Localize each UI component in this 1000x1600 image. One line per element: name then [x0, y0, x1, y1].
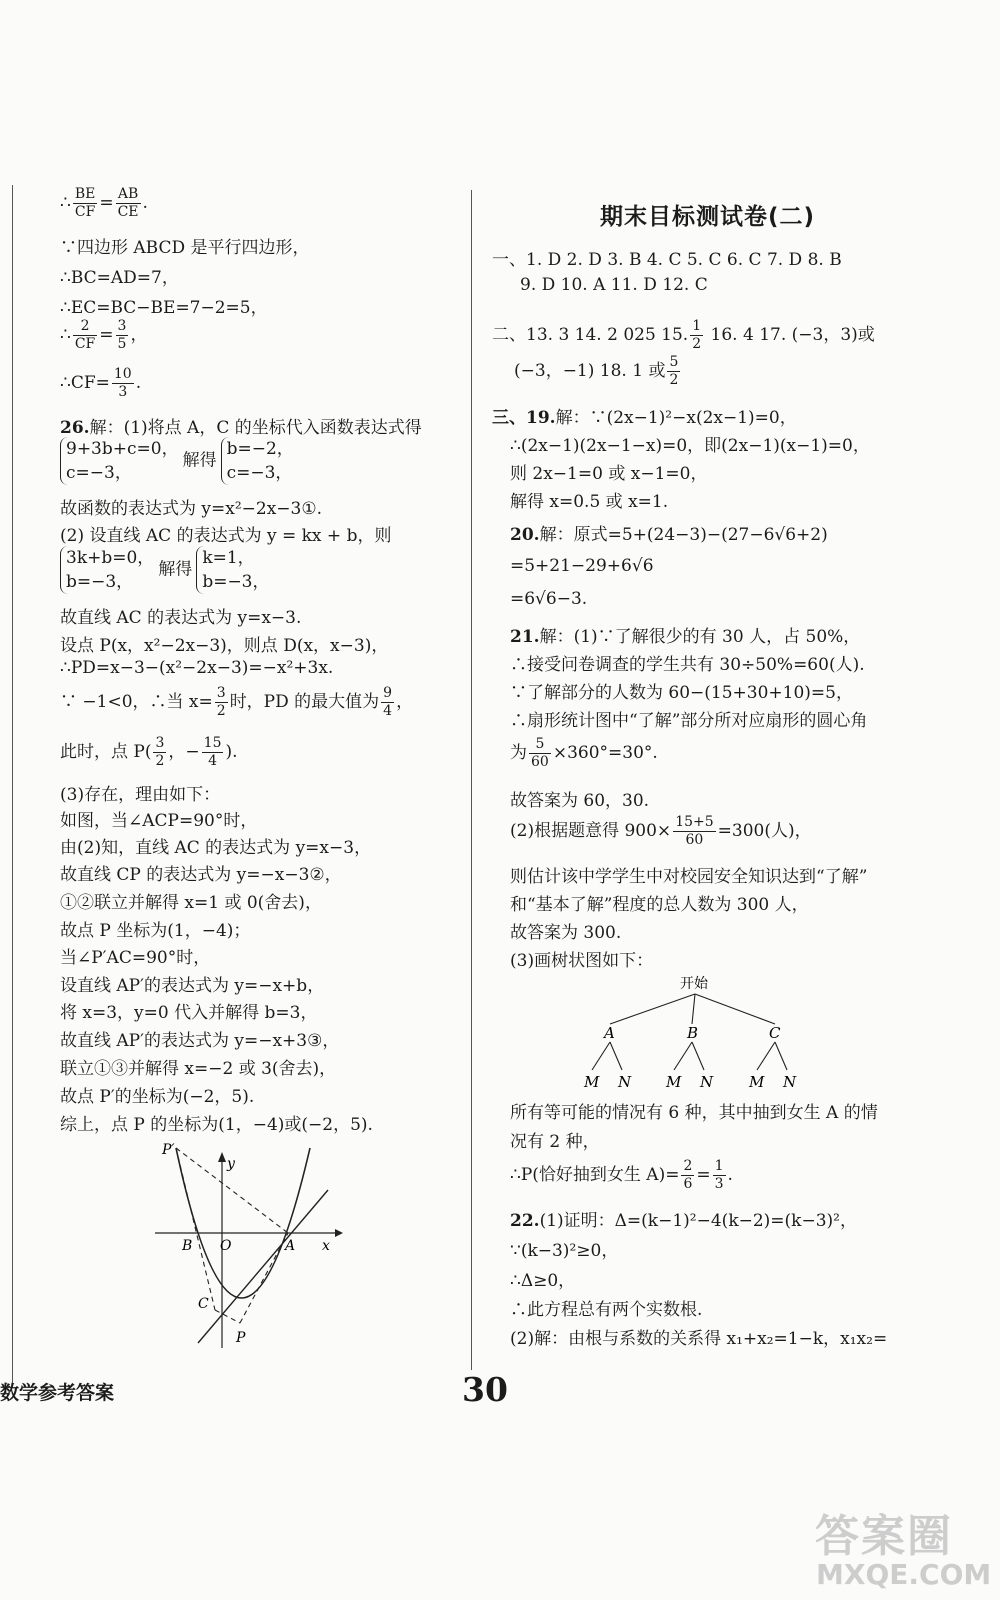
tree-branch — [610, 1042, 622, 1070]
tree-leaf-m: M — [749, 1073, 765, 1091]
text-line: 故答案为 300. — [510, 923, 622, 943]
text-line: 况有 2 种， — [510, 1132, 600, 1152]
text-line: (2)解：由根与系数的关系得 x₁+x₂=1−k，x₁x₂= — [510, 1329, 888, 1349]
text-line: 故点 P 坐标为(1，−4)； — [60, 921, 251, 941]
text-line: 当∠P′AC=90°时， — [60, 948, 211, 968]
tree-leaf-n: N — [618, 1073, 632, 1091]
text-line: ∴PD=x−3−(x²−2x−3)=−x²+3x. — [60, 658, 334, 678]
fraction: $\frac{3}{2}$ — [216, 685, 226, 719]
tree-branch — [775, 1042, 787, 1070]
tree-leaf-m: M — [666, 1073, 682, 1091]
text-line: =6√6−3. — [510, 589, 588, 609]
estimate-line: (2)根据题意得 900× $\frac{15+5}{60}$ =300(人)， — [510, 814, 812, 848]
page-number: 30 — [462, 1370, 508, 1409]
y-axis-arrow — [218, 1152, 226, 1162]
question-number: 21. — [510, 627, 540, 647]
tree-branch — [695, 994, 775, 1024]
label-y: y — [227, 1156, 235, 1172]
tree-leaf-m: M — [584, 1073, 600, 1091]
tree-branch — [674, 1042, 692, 1070]
fraction: $\frac{15}{4}$ — [203, 735, 222, 769]
text-line: 所有等可能的情况有 6 种，其中抽到女生 A 的情 — [510, 1103, 878, 1123]
tree-diagram — [570, 972, 830, 1092]
text-line: 故点 P′的坐标为(−2，5). — [60, 1087, 255, 1107]
text-line: 设点 P(x，x²−2x−3)，则点 D(x，x−3)， — [60, 636, 389, 656]
parabola-curve — [176, 1148, 310, 1298]
probability-line: ∴P(恰好抽到女生 A)= $\frac{2}{6}$ = $\frac{1}{3}$ . — [510, 1158, 733, 1192]
fraction: $\frac{15+5}{60}$ — [675, 814, 714, 848]
q19-heading: 三、19.解：∵(2x−1)²−x(2x−1)=0， — [492, 408, 797, 428]
fill-answers-line-2: (−3，−1) 18. 1 或 $\frac{5}{2}$ — [514, 354, 679, 388]
fraction: $\frac{9}{4}$ — [383, 685, 393, 719]
text-line: 将 x=3，y=0 代入并解得 b=3， — [60, 1003, 318, 1023]
question-number: 22. — [510, 1211, 540, 1231]
q20-heading: 20.解：原式=5+(24−3)−(27−6√6+2) — [510, 525, 828, 545]
fill-answers-line-1: 二、13. 3 14. 2 025 15. $\frac{1}{2}$ 16. 4 17. (−3，3)或 — [492, 318, 875, 352]
tree-node-b: B — [687, 1024, 699, 1042]
tree-branch — [592, 1042, 610, 1070]
left-margin-rule — [12, 185, 13, 1385]
text-line: (3)存在，理由如下： — [60, 785, 221, 805]
brace-system: b=−2， c=−3， — [221, 437, 294, 485]
parabola-graph — [150, 1138, 350, 1358]
label-o: O — [220, 1238, 232, 1254]
text-line: ∴接受问卷调查的学生共有 30÷50%=60(人). — [510, 655, 865, 675]
label-x: x — [322, 1238, 330, 1254]
tree-branch — [692, 1042, 704, 1070]
text-line: ∴EC=BC−BE=7−2=5， — [60, 298, 268, 318]
text-line: (2) 设直线 AC 的表达式为 y = kx + b，则 — [60, 526, 392, 546]
text-line: 和“基本了解”程度的总人数为 300 人， — [510, 895, 809, 915]
text-line: 设直线 AP′的表达式为 y=−x+b， — [60, 976, 325, 996]
text-line: 故答案为 60，30. — [510, 791, 650, 811]
label-b: B — [182, 1238, 193, 1254]
point-p-line: 此时，点 P( $\frac{3}{2}$ ，− $\frac{15}{4}$ ). — [60, 735, 238, 769]
fraction: $\frac{1}{2}$ — [692, 318, 702, 352]
q21-heading: 21.解：(1)∵了解很少的有 30 人，占 50%， — [510, 627, 861, 647]
text-line: ∴此方程总有两个实数根. — [510, 1300, 703, 1320]
text-line: 如图，当∠ACP=90°时， — [60, 811, 258, 831]
fraction: $\frac{10}{3}$ — [113, 366, 132, 400]
tree-node-a: A — [604, 1024, 615, 1042]
fraction: $\frac{BE}{CF}$ — [74, 186, 96, 220]
equation-system-2: 3k+b=0， b=−3， 解得 k=1， b=−3， — [60, 546, 274, 594]
ratio-line-1: ∴ $\frac{BE}{CF}$ = $\frac{AB}{CE}$ . — [60, 186, 148, 220]
question-number: 20. — [510, 525, 540, 545]
text-line: ∴Δ≥0， — [510, 1271, 576, 1291]
central-angle-line: 为 $\frac{5}{60}$ ×360°=30°. — [510, 736, 658, 770]
q26-heading: 26.解：(1)将点 A，C 的坐标代入函数表达式得 — [60, 418, 422, 438]
text-line: 故直线 CP 的表达式为 y=−x−3②， — [60, 865, 342, 885]
fraction: $\frac{2}{6}$ — [683, 1158, 693, 1192]
footer-label: 数学参考答案 — [0, 1382, 115, 1404]
text-line: 故直线 AC 的表达式为 y=x−3. — [60, 608, 302, 628]
text-line: 则估计该中学学生中对校园安全知识达到“了解” — [510, 867, 868, 887]
label-p: P — [236, 1330, 246, 1346]
fraction: $\frac{3}{2}$ — [155, 735, 165, 769]
brace-system: 3k+b=0， b=−3， — [60, 546, 154, 594]
label-a: A — [285, 1238, 296, 1254]
watermark-logo-text: 答案圈 — [815, 1511, 953, 1562]
tree-branch — [692, 994, 695, 1024]
q22-heading: 22.(1)证明：Δ=(k−1)²−4(k−2)=(k−3)²， — [510, 1211, 857, 1231]
text-line: 故函数的表达式为 y=x²−2x−3①. — [60, 499, 323, 519]
fraction: $\frac{3}{5}$ — [117, 318, 127, 352]
question-number: 26. — [60, 418, 90, 438]
fraction: $\frac{1}{3}$ — [714, 1158, 724, 1192]
tree-root-label: 开始 — [680, 976, 708, 992]
tree-branch — [757, 1042, 775, 1070]
text-line: 故直线 AP′的表达式为 y=−x+3③， — [60, 1031, 340, 1051]
text-line: ∴(2x−1)(2x−1−x)=0，即(2x−1)(x−1)=0， — [510, 436, 870, 456]
brace-system: 9+3b+c=0， c=−3， — [60, 437, 179, 485]
line-ac — [198, 1190, 328, 1343]
label-p-prime: P′ — [162, 1142, 175, 1158]
fraction: $\frac{2}{CF}$ — [74, 318, 96, 352]
tree-leaf-n: N — [700, 1073, 714, 1091]
fraction: $\frac{5}{2}$ — [669, 354, 679, 388]
text-line: 由(2)知，直线 AC 的表达式为 y=x−3， — [60, 838, 372, 858]
text-line: 联立①③并解得 x=−2 或 3(舍去)， — [60, 1059, 337, 1079]
text-line: ∵(k−3)²≥0， — [510, 1241, 619, 1261]
label-c: C — [198, 1296, 209, 1312]
cf-result-line: ∴CF= $\frac{10}{3}$ . — [60, 366, 142, 400]
choice-answers-line-2: 9. D 10. A 11. D 12. C — [520, 275, 708, 295]
text-line: =5+21−29+6√6 — [510, 556, 654, 576]
max-value-line: ∵ −1<0，∴当 x= $\frac{3}{2}$ 时，PD 的最大值为 $\frac{9}{4}$ ， — [60, 685, 414, 719]
tree-leaf-n: N — [783, 1073, 797, 1091]
text-line: ①②联立并解得 x=1 或 0(舍去)， — [60, 893, 322, 913]
fraction: $\frac{AB}{CE}$ — [117, 186, 139, 220]
fraction: $\frac{5}{60}$ — [531, 736, 549, 770]
dashed-line-c-p — [215, 1310, 240, 1323]
tree-branch — [610, 994, 695, 1024]
text-line: 综上，点 P 的坐标为(1，−4)或(−2，5). — [60, 1115, 373, 1135]
x-axis-arrow — [335, 1229, 343, 1237]
text-line: (3)画树状图如下： — [510, 951, 654, 971]
text-line: ∵四边形 ABCD 是平行四边形， — [60, 238, 310, 258]
text-line: ∵了解部分的人数为 60−(15+30+10)=5， — [510, 683, 853, 703]
text-line: ∴扇形统计图中“了解”部分所对应扇形的圆心角 — [510, 711, 868, 731]
choice-answers-line-1: 一、1. D 2. D 3. B 4. C 5. C 6. C 7. D 8. B — [492, 250, 842, 270]
section-title: 期末目标测试卷(二) — [600, 204, 816, 230]
equation-system-1: 9+3b+c=0， c=−3， 解得 b=−2， c=−3， — [60, 437, 298, 485]
text-line: 则 2x−1=0 或 x−1=0， — [510, 464, 708, 484]
text-line: ∴BC=AD=7， — [60, 268, 179, 288]
column-divider — [471, 190, 472, 1370]
brace-system: k=1， b=−3， — [196, 546, 269, 594]
text-line: 解得 x=0.5 或 x=1. — [510, 492, 669, 512]
ratio-line-2: ∴ $\frac{2}{CF}$ = $\frac{3}{5}$ ， — [60, 318, 148, 352]
tree-node-c: C — [769, 1024, 781, 1042]
watermark-url: MXQE.COM — [816, 1558, 992, 1591]
question-number: 三、19. — [492, 408, 556, 428]
